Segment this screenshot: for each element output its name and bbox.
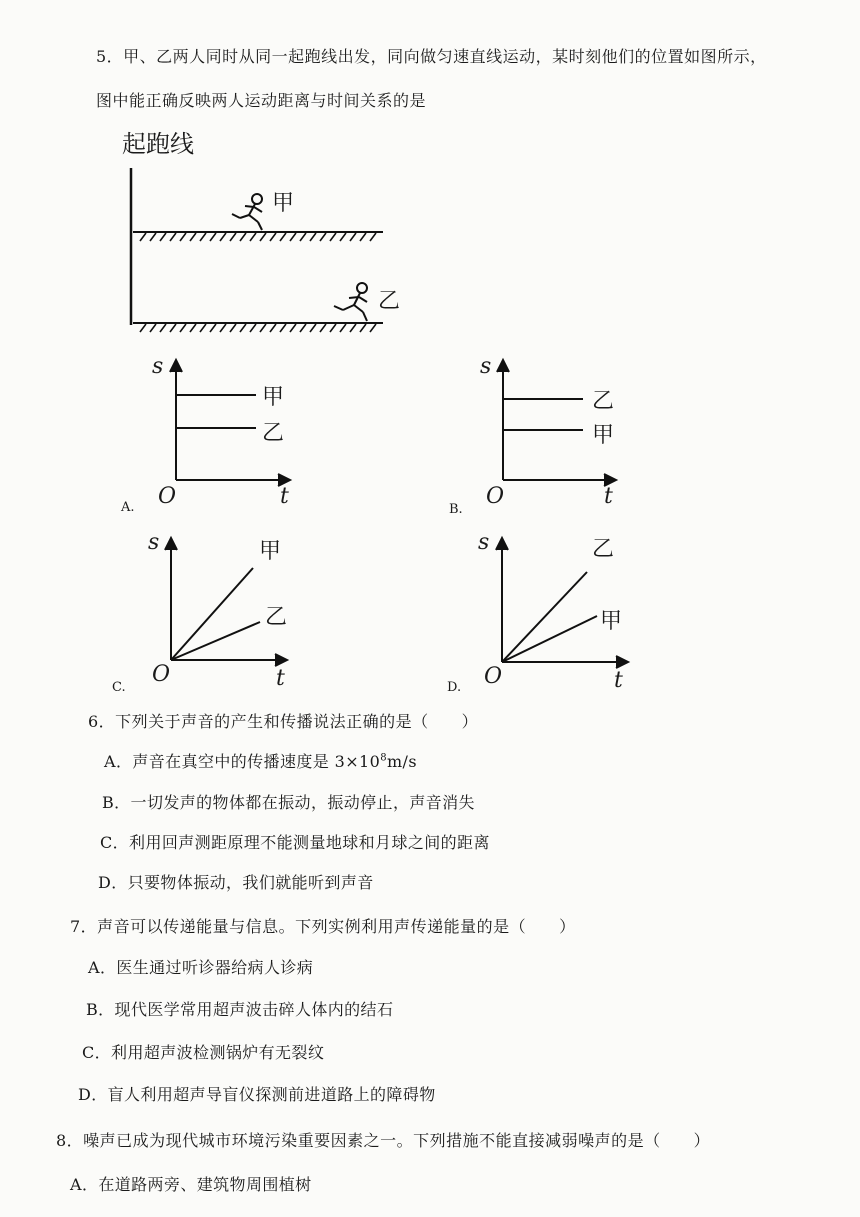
q6-option-d: D．只要物体振动，我们就能听到声音 — [98, 873, 374, 892]
graph-d-t-label: t — [614, 668, 623, 693]
graph-b-t-label: t — [604, 484, 613, 509]
graph-a-s-label: s — [152, 354, 164, 379]
option-d-letter: D. — [447, 680, 462, 695]
runner-b-label: 乙 — [378, 289, 401, 314]
graph-c-origin-label: O — [152, 662, 171, 687]
q7-option-b: B．现代医学常用超声波击碎人体内的结石 — [86, 1000, 394, 1019]
q6-option-b: B．一切发声的物体都在振动，振动停止，声音消失 — [102, 793, 475, 812]
graph-a-bottom-label: 乙 — [262, 421, 285, 446]
graph-a-top-label: 甲 — [262, 385, 285, 410]
q6-option-a-exponent: 8 — [380, 752, 387, 764]
graph-a-t-label: t — [280, 484, 289, 509]
graph-c-top-label: 甲 — [259, 539, 282, 564]
q6-option-a-text: A．声音在真空中的传播速度是 3×10 — [104, 752, 381, 771]
graph-d-top-label: 乙 — [592, 537, 615, 562]
graph-d-origin-label: O — [484, 664, 503, 689]
runner-b-icon — [334, 283, 367, 321]
q5-stem-line1: 5．甲、乙两人同时从同一起跑线出发，同向做匀速直线运动，某时刻他们的位置如图所示， — [96, 47, 767, 66]
q7-stem: 7．声音可以传递能量与信息。下列实例利用声传递能量的是（ ） — [70, 917, 576, 936]
graph-d-s-label: s — [478, 530, 490, 555]
q7-option-d: D．盲人利用超声导盲仪探测前进道路上的障碍物 — [78, 1085, 436, 1104]
track-1-ground — [133, 232, 383, 241]
option-b-letter: B. — [449, 502, 463, 517]
graph-b-top-label: 乙 — [592, 389, 615, 414]
graph-d-bottom-label: 甲 — [600, 609, 623, 634]
figure-title: 起跑线 — [122, 130, 194, 158]
graph-c-s-label: s — [148, 530, 160, 555]
q6-option-c: C．利用回声测距原理不能测量地球和月球之间的距离 — [100, 833, 490, 852]
q6-stem: 6．下列关于声音的产生和传播说法正确的是（ ） — [88, 712, 479, 731]
track-2-ground — [133, 323, 383, 332]
graph-c-t-label: t — [276, 666, 285, 691]
graph-b-origin-label: O — [486, 484, 505, 509]
q5-stem-line2: 图中能正确反映两人运动距离与时间关系的是 — [96, 91, 427, 110]
q6-option-a-unit: m/s — [386, 752, 417, 771]
option-a-letter: A. — [121, 500, 135, 515]
q8-stem: 8．噪声已成为现代城市环境污染重要因素之一。下列措施不能直接减弱噪声的是（ ） — [56, 1131, 711, 1150]
q6-option-a — [104, 749, 417, 772]
runner-a-label: 甲 — [272, 191, 295, 216]
graph-b-bottom-label: 甲 — [592, 423, 615, 448]
graph-c-bottom-label: 乙 — [265, 605, 288, 630]
q7-option-c: C．利用超声波检测锅炉有无裂纹 — [82, 1043, 325, 1062]
graph-a-origin-label: O — [158, 484, 177, 509]
option-c-letter: C. — [112, 680, 126, 695]
q7-option-a: A．医生通过听诊器给病人诊病 — [88, 958, 314, 977]
runner-a-icon — [232, 194, 262, 230]
q8-option-a: A．在道路两旁、建筑物周围植树 — [70, 1175, 312, 1194]
graph-b-s-label: s — [480, 354, 492, 379]
